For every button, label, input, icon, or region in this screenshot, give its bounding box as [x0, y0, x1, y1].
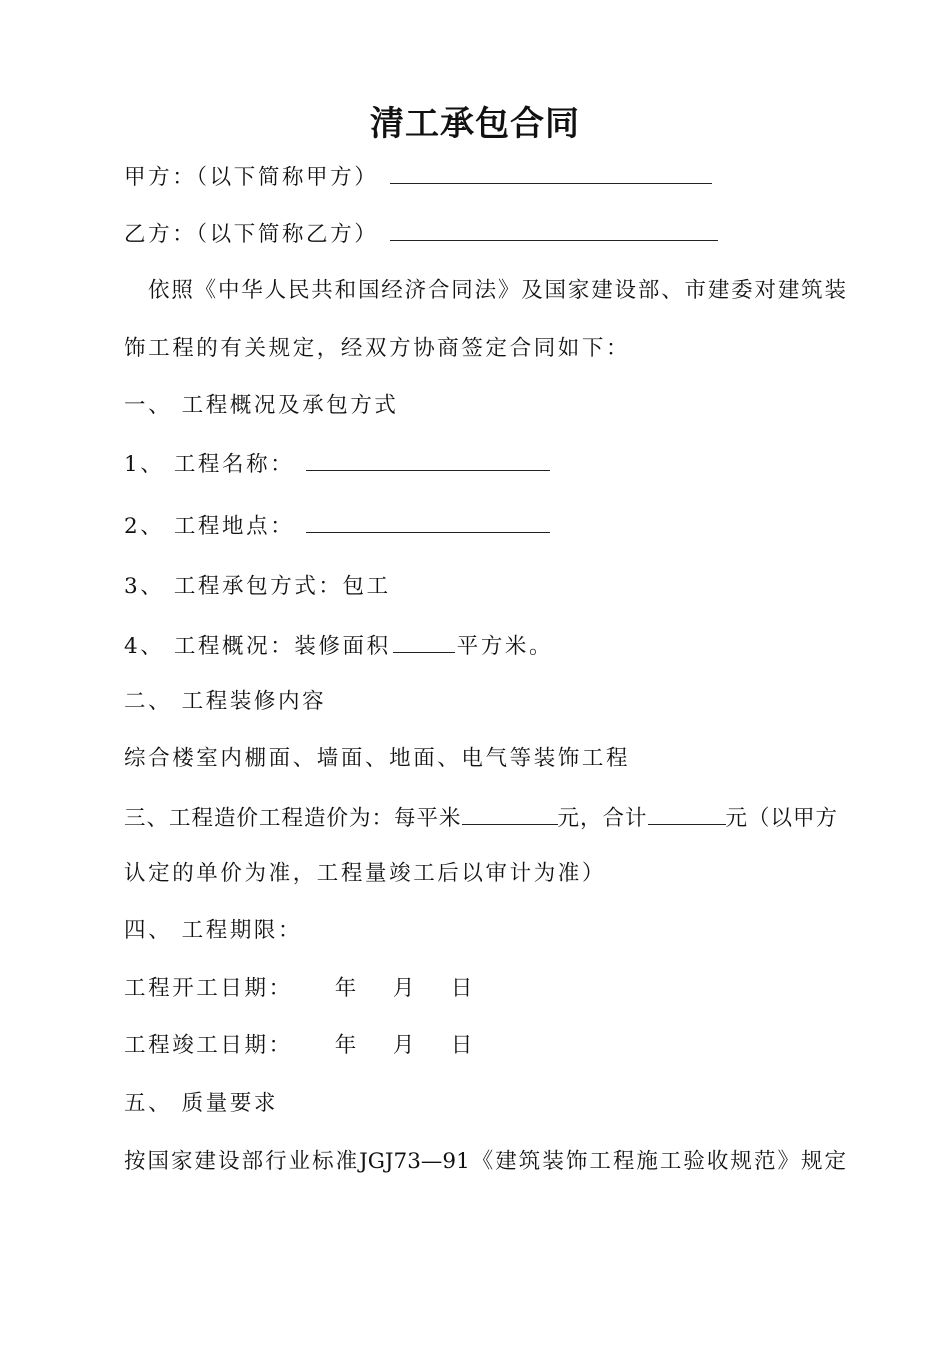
section-5-content: 按国家建设部行业标准JGJ73—91《建筑装饰工程施工验收规范》规定	[124, 1149, 846, 1174]
contract-method-line: 3、 工程承包方式：包工	[124, 574, 391, 599]
section-5-heading: 五、 质量要求	[124, 1091, 279, 1116]
start-year: 年	[334, 976, 359, 1001]
preamble-line-2: 饰工程的有关规定，经双方协商签定合同如下：	[124, 336, 631, 361]
project-name-label: 1、 工程名称：	[124, 452, 295, 477]
preamble-line-1: 依照《中华人民共和国经济合同法》及国家建设部、市建委对建筑装	[148, 278, 846, 303]
start-month: 月	[392, 976, 417, 1001]
party-a-line	[124, 161, 714, 193]
party-b-line	[124, 218, 720, 250]
project-overview-prefix: 4、 工程概况：装修面积	[124, 634, 391, 659]
project-location-blank[interactable]	[306, 510, 550, 533]
party-b-blank[interactable]	[390, 218, 718, 241]
total-price-blank[interactable]	[648, 802, 726, 825]
project-overview-suffix: 平方米。	[456, 634, 554, 659]
section-3-prefix: 三、工程造价工程造价为：每平米	[124, 806, 462, 831]
section-2-content: 综合楼室内棚面、墙面、地面、电气等装饰工程	[124, 746, 631, 771]
party-b-label: 乙方：（以下简称乙方）	[124, 222, 379, 247]
section-4-heading: 四、 工程期限：	[124, 918, 303, 943]
start-date-label: 工程开工日期：	[124, 976, 293, 1001]
section-3-line-1	[124, 802, 838, 834]
project-location-label: 2、 工程地点：	[124, 514, 295, 539]
document-title: 清工承包合同	[370, 104, 580, 144]
project-overview-line	[124, 630, 553, 662]
end-day: 日	[450, 1033, 476, 1058]
end-month: 月	[392, 1033, 417, 1058]
start-date-line	[124, 974, 475, 1004]
end-year: 年	[334, 1033, 359, 1058]
end-date-label: 工程竣工日期：	[124, 1033, 293, 1058]
start-day: 日	[450, 976, 476, 1001]
project-location-line	[124, 510, 552, 542]
section-1-heading: 一、 工程概况及承包方式	[124, 393, 399, 418]
party-a-blank[interactable]	[390, 161, 712, 184]
project-name-blank[interactable]	[306, 448, 550, 471]
party-a-label: 甲方：（以下简称甲方）	[124, 165, 379, 190]
end-date-line	[124, 1031, 475, 1061]
section-3-suffix: 元（以甲方	[725, 806, 839, 831]
area-blank[interactable]	[393, 630, 455, 653]
project-name-line	[124, 448, 552, 480]
section-3-line-2: 认定的单价为准，工程量竣工后以审计为准）	[124, 861, 607, 886]
unit-price-blank[interactable]	[462, 802, 558, 825]
section-3-mid: 元，合计	[557, 806, 648, 831]
section-2-heading: 二、 工程装修内容	[124, 689, 327, 714]
